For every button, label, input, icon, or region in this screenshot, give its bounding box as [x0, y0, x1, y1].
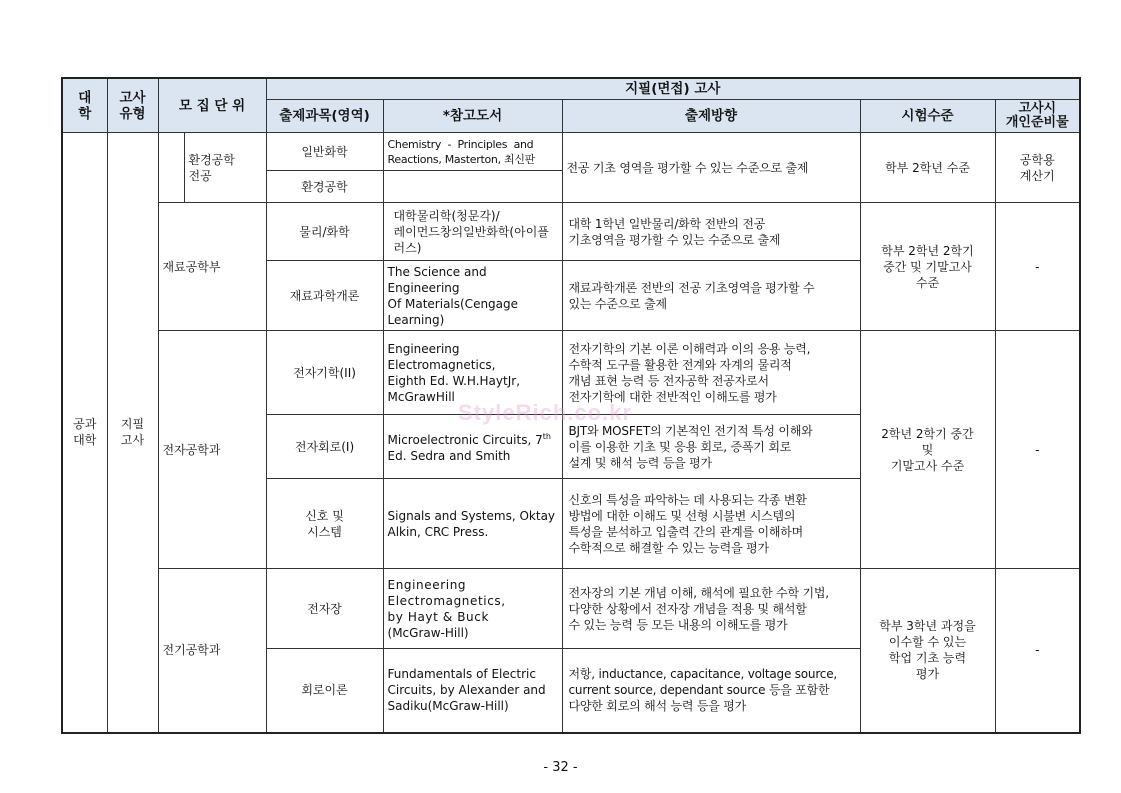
reference-cell: Engineering Electromagnetics, by Hayt & Buck (McGraw-Hill) — [383, 569, 562, 649]
header-direction: 출제방향 — [562, 100, 860, 133]
subject-cell: 신호 및 시스템 — [266, 479, 383, 569]
prep-cell: - — [995, 569, 1080, 733]
exam-type-cell: 지필 고사 — [107, 133, 158, 733]
direction-cell: BJT와 MOSFET의 기본적인 전기적 특성 이해와 이를 이용한 기초 및 응용 회로, 증폭기 회로 설계 및 해석 능력 등을 평가 — [562, 415, 860, 479]
reference-sup: th — [542, 432, 551, 441]
direction-cell: 대학 1학년 일반물리/화학 전반의 전공 기초영역을 평가할 수 있는 수준으로 출제 — [562, 203, 860, 261]
college-cell: 공과 대학 — [62, 133, 107, 733]
level-cell: 학부 3학년 과정을 이수할 수 있는 학업 기초 능력 평가 — [860, 569, 995, 733]
reference-cell: Engineering Electromagnetics, Eighth Ed. W.H.HaytJr, McGrawHill — [383, 331, 562, 415]
header-group: 지필(면접) 고사 — [266, 78, 1080, 100]
subject-cell: 물리/화학 — [266, 203, 383, 261]
unit-env: 환경공학 전공 — [184, 133, 266, 203]
reference-cell: Signals and Systems, Oktay Alkin, CRC Press. — [383, 479, 562, 569]
reference-cell — [383, 171, 562, 203]
header-level: 시험수준 — [860, 100, 995, 133]
prep-cell: - — [995, 331, 1080, 569]
reference-main: Microelectronic Circuits, 7 — [387, 433, 543, 447]
reference-cell — [383, 415, 562, 479]
exam-table — [61, 77, 1081, 734]
watermark: StyleRich.co.kr — [458, 400, 632, 425]
subject-cell: 전자장 — [266, 569, 383, 649]
header-reference: *참고도서 — [383, 100, 562, 133]
header-subject: 출제과목(영역) — [266, 100, 383, 133]
subject-cell: 전자회로(I) — [266, 415, 383, 479]
unit-electronics: 전자공학과 — [158, 331, 266, 569]
subject-cell: 일반화학 — [266, 133, 383, 171]
direction-cell: 전자기학의 기본 이론 이해력과 이의 응용 능력, 수학적 도구를 활용한 전계와 자계의 물리적 개념 표현 능력 등 전자공학 전공자로서 전자기학에 대한 전반적인 이해도를 평가 — [562, 331, 860, 415]
unit-electrical: 전기공학과 — [158, 569, 266, 733]
unit-indent — [158, 133, 184, 203]
prep-cell: - — [995, 203, 1080, 331]
subject-cell: 전자기학(II) — [266, 331, 383, 415]
subject-cell: 회로이론 — [266, 649, 383, 733]
level-cell: 2학년 2학기 중간 및 기말고사 수준 — [860, 331, 995, 569]
level-cell: 학부 2학년 2학기 중간 및 기말고사 수준 — [860, 203, 995, 331]
page-number: - 32 - — [543, 760, 578, 775]
subject-cell: 환경공학 — [266, 171, 383, 203]
reference-tail: Ed. Sedra and Smith — [387, 449, 511, 463]
header-prep: 고사시 개인준비물 — [995, 100, 1080, 133]
header-unit: 모 집 단 위 — [158, 78, 266, 133]
direction-cell: 신호의 특성을 파악하는 데 사용되는 각종 변환 방법에 대한 이해도 및 선형 시불변 시스템의 특성을 분석하고 입출력 간의 관계를 이해하며 수학적으로 해결할 수 있는 능력을 평가 — [562, 479, 860, 569]
level-cell: 학부 2학년 수준 — [860, 133, 995, 203]
direction-cell: 저항, inductance, capacitance, voltage source, current source, dependant source 등을 포함한 다양한 회로의 해석 능력 등을 평가 — [562, 649, 860, 733]
unit-materials: 재료공학부 — [158, 203, 266, 331]
reference-cell: The Science and Engineering Of Materials(Cengage Learning) — [383, 261, 562, 331]
direction-cell: 전공 기초 영역을 평가할 수 있는 수준으로 출제 — [562, 133, 860, 203]
direction-cell: 재료과학개론 전반의 전공 기초영역을 평가할 수 있는 수준으로 출제 — [562, 261, 860, 331]
direction-cell: 전자장의 기본 개념 이해, 해석에 필요한 수학 기법, 다양한 상황에서 전자장 개념을 적용 및 해석할 수 있는 능력 등 모든 내용의 이해도를 평가 — [562, 569, 860, 649]
reference-cell: 대학물리학(청문각)/ 레이먼드창의일반화학(아이플 러스) — [383, 203, 562, 261]
reference-cell: Chemistry - Principles and Reactions, Masterton, 최신판 — [383, 133, 562, 171]
reference-cell: Fundamentals of Electric Circuits, by Alexander and Sadiku(McGraw-Hill) — [383, 649, 562, 733]
header-exam-type: 고사 유형 — [107, 78, 158, 133]
header-college: 대 학 — [62, 78, 107, 133]
prep-cell: 공학용 계산기 — [995, 133, 1080, 203]
subject-cell: 재료과학개론 — [266, 261, 383, 331]
